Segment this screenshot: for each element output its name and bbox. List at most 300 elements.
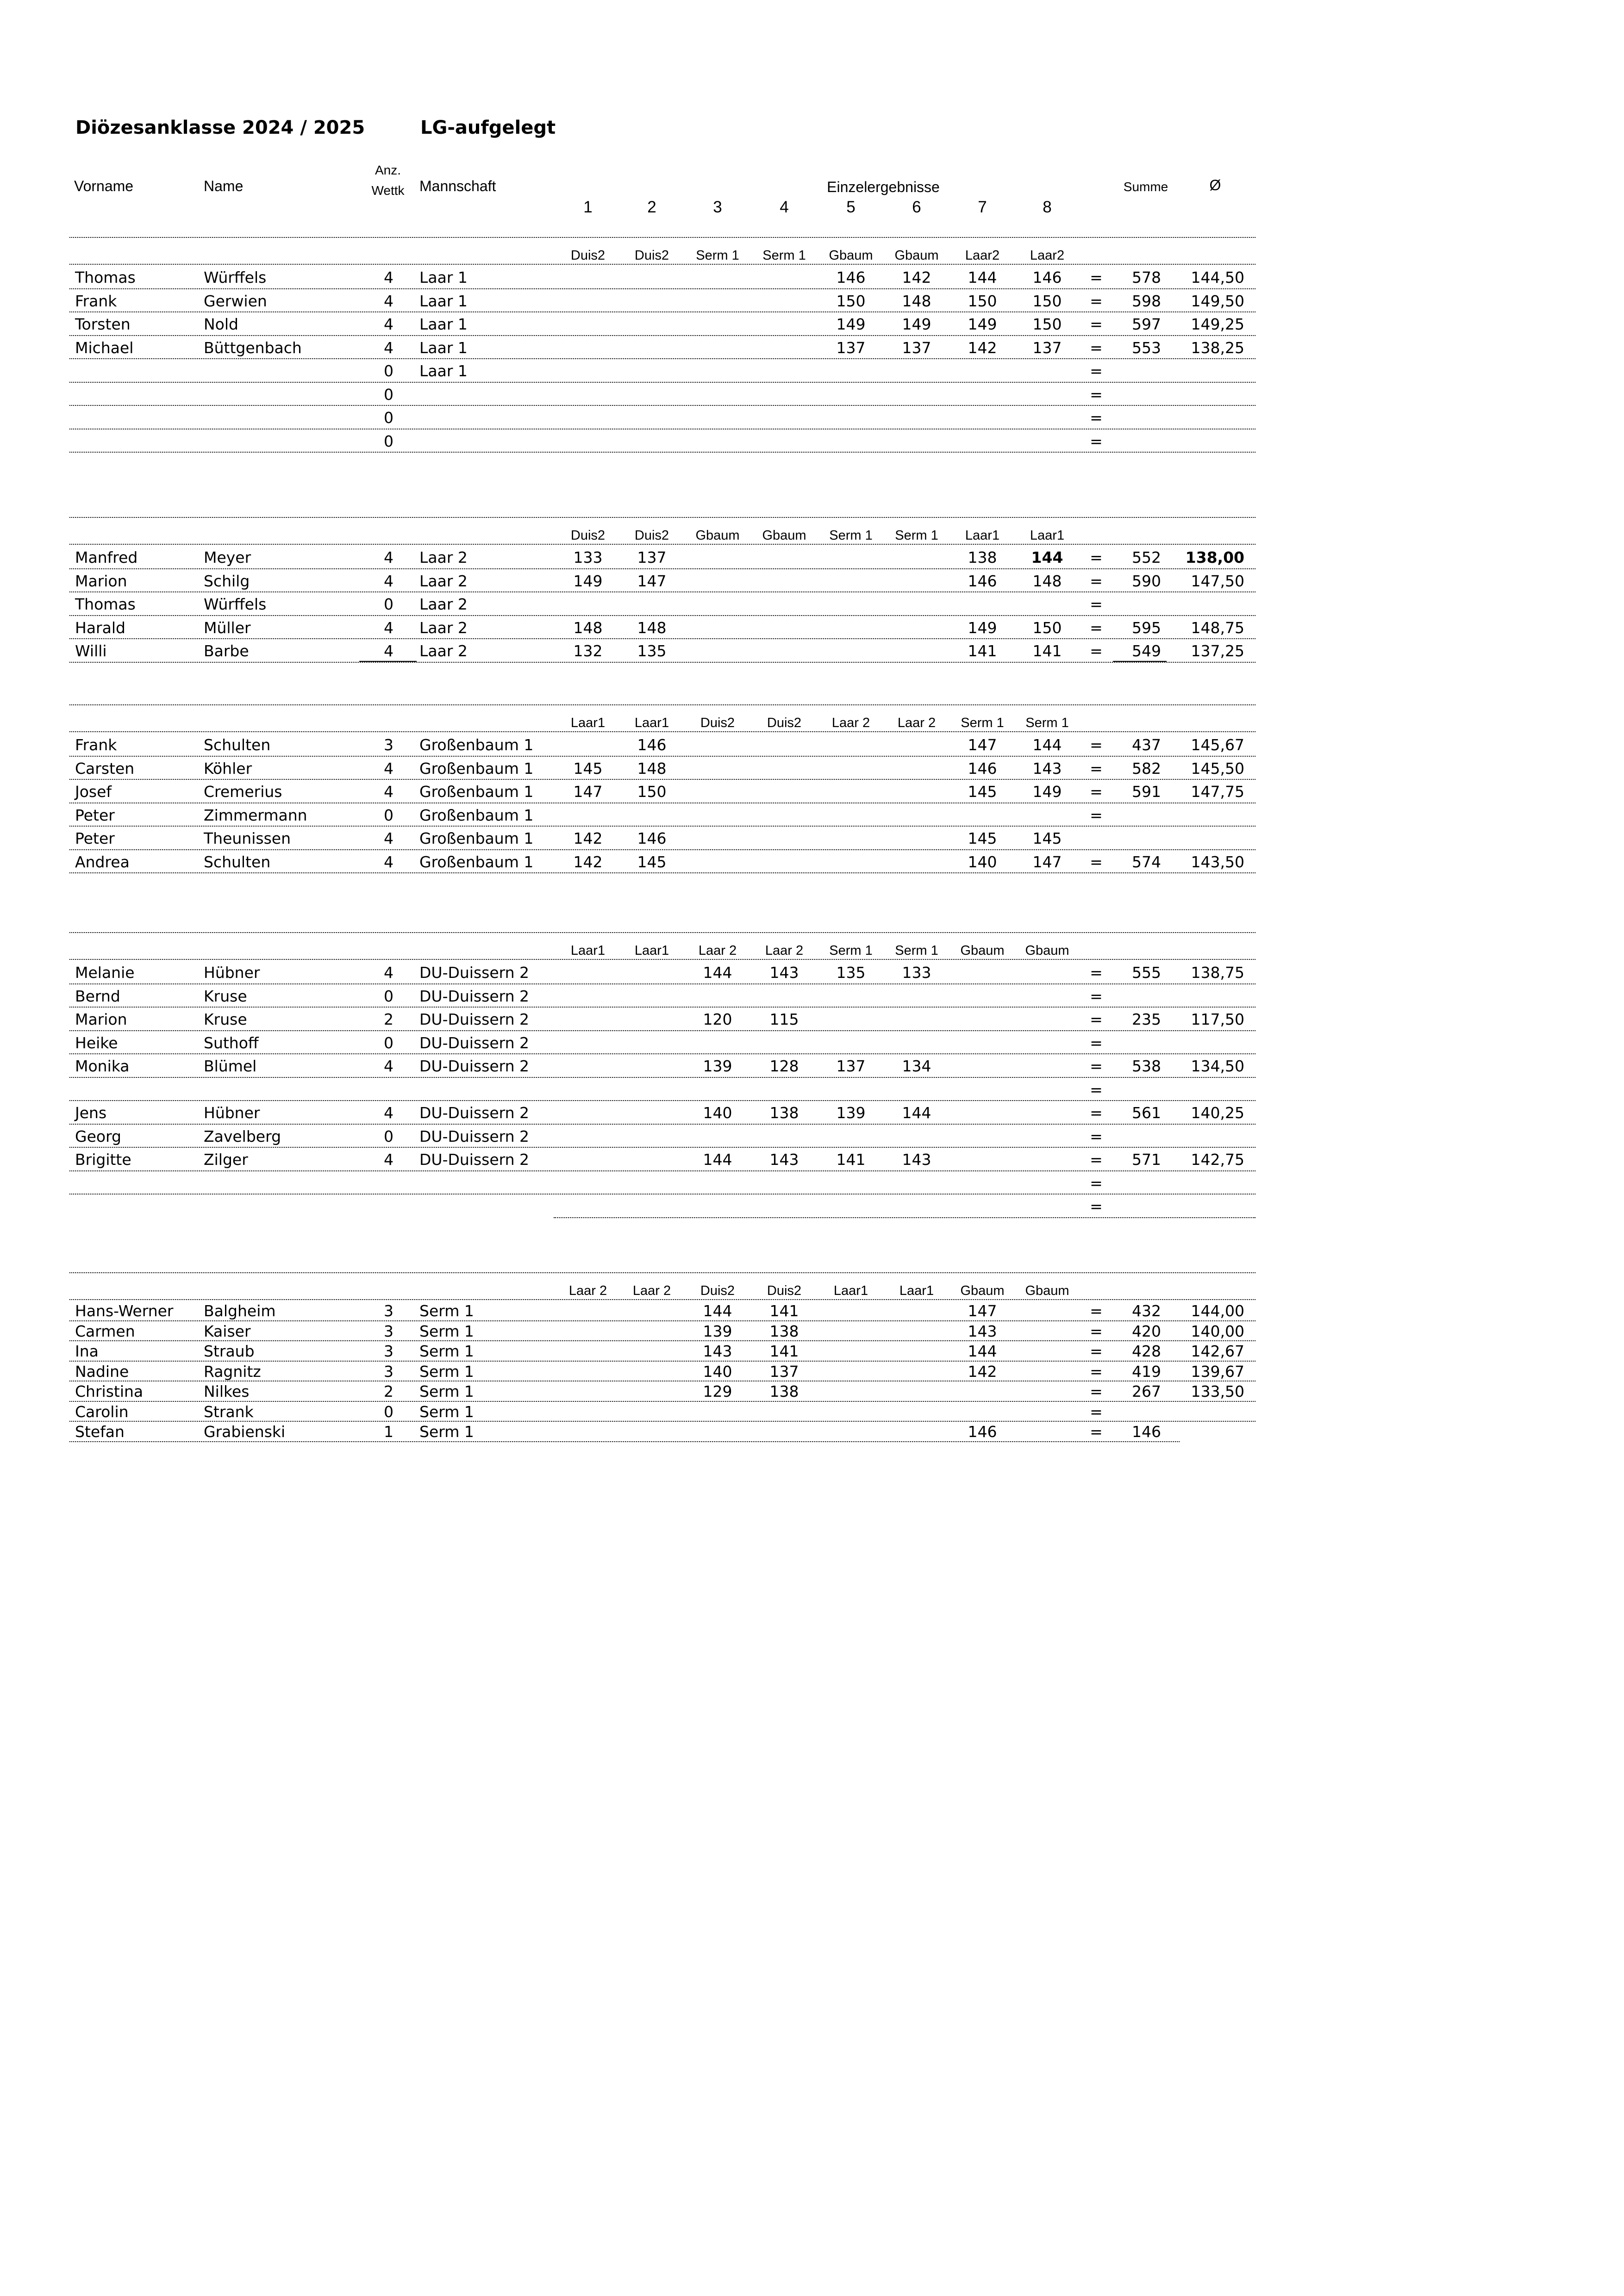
range-label: Serm 1 xyxy=(895,943,938,958)
row-sum: 419 xyxy=(1132,1362,1161,1381)
row-team: Laar 1 xyxy=(419,315,468,333)
row-score: 147 xyxy=(968,736,997,754)
row-score: 149 xyxy=(968,618,997,637)
row-score: 133 xyxy=(902,964,931,982)
range-label: Laar1 xyxy=(570,943,606,958)
row-sum: 574 xyxy=(1132,852,1161,871)
row-score: 143 xyxy=(769,964,799,982)
row-score: 149 xyxy=(1032,783,1062,801)
row-line xyxy=(69,826,1255,827)
row-line xyxy=(69,1441,1180,1442)
row-score: 140 xyxy=(968,852,997,871)
range-label: Duis2 xyxy=(570,248,606,263)
row-name: Suthoff xyxy=(204,1033,259,1052)
row-score: 133 xyxy=(573,548,603,566)
row-vorname: Josef xyxy=(75,783,112,801)
row-score: 148 xyxy=(637,759,667,778)
row-average: 142,75 xyxy=(1191,1151,1244,1169)
row-score: 143 xyxy=(902,1151,931,1169)
row-line xyxy=(69,1194,1255,1195)
row-score: 141 xyxy=(968,642,997,660)
range-label: Laar1 xyxy=(634,716,669,730)
row-score: 146 xyxy=(836,268,866,286)
row-equals: = xyxy=(1090,432,1103,450)
row-vorname: Thomas xyxy=(75,595,136,613)
col-number: 6 xyxy=(912,198,921,216)
row-vorname: Frank xyxy=(75,736,117,754)
row-team: Laar 2 xyxy=(419,548,468,566)
row-name: Grabienski xyxy=(204,1423,286,1441)
row-line xyxy=(69,779,1255,780)
row-score: 148 xyxy=(1032,572,1062,590)
row-score: 141 xyxy=(836,1151,866,1169)
row-anz: 4 xyxy=(384,548,394,566)
row-equals: = xyxy=(1090,548,1103,566)
row-anz: 0 xyxy=(384,432,394,450)
row-sum: 598 xyxy=(1132,292,1161,310)
row-anz: 4 xyxy=(384,964,394,982)
label-line xyxy=(69,264,1255,265)
row-team: Großenbaum 1 xyxy=(419,783,534,801)
row-vorname: Stefan xyxy=(75,1423,125,1441)
row-sum: 561 xyxy=(1132,1104,1161,1122)
row-sum: 591 xyxy=(1132,783,1161,801)
row-score: 149 xyxy=(968,315,997,333)
row-vorname: Georg xyxy=(75,1127,121,1145)
row-score: 137 xyxy=(1032,338,1062,357)
header-separator xyxy=(69,237,1255,238)
row-name: Meyer xyxy=(204,548,251,566)
row-name: Kaiser xyxy=(204,1322,251,1340)
row-sum: 420 xyxy=(1132,1322,1161,1340)
row-line xyxy=(69,405,1255,406)
row-score: 115 xyxy=(769,1010,799,1028)
row-score: 143 xyxy=(703,1342,732,1360)
row-team: Laar 1 xyxy=(419,268,468,286)
row-anz: 3 xyxy=(384,1302,394,1320)
row-score: 135 xyxy=(836,964,866,982)
row-equals: = xyxy=(1090,852,1103,871)
row-sum: 552 xyxy=(1132,548,1161,566)
row-anz: 0 xyxy=(384,595,394,613)
row-line xyxy=(69,591,1255,592)
row-score: 142 xyxy=(968,1362,997,1381)
row-name: Nold xyxy=(204,315,238,333)
row-anz: 4 xyxy=(384,1151,394,1169)
col-header-mannschaft: Mannschaft xyxy=(419,178,496,194)
row-score: 149 xyxy=(836,315,866,333)
sum-underline xyxy=(1113,661,1167,662)
row-anz: 4 xyxy=(384,338,394,357)
row-score: 145 xyxy=(573,759,603,778)
row-score: 138 xyxy=(769,1322,799,1340)
row-name: Zimmermann xyxy=(204,806,307,824)
row-score: 142 xyxy=(573,829,603,847)
row-equals: = xyxy=(1090,268,1103,286)
row-line xyxy=(69,568,1255,569)
row-score: 144 xyxy=(1032,736,1062,754)
range-label: Serm 1 xyxy=(829,943,873,958)
row-name: Würffels xyxy=(204,595,267,613)
row-vorname: Nadine xyxy=(75,1362,129,1381)
row-score: 134 xyxy=(902,1057,931,1075)
row-score: 145 xyxy=(637,852,667,871)
range-label: Duis2 xyxy=(700,1283,735,1298)
row-line xyxy=(69,849,1255,850)
row-score: 150 xyxy=(836,292,866,310)
row-score: 144 xyxy=(703,1302,732,1320)
row-equals: = xyxy=(1090,1197,1103,1215)
col-number: 5 xyxy=(846,198,856,216)
row-score: 146 xyxy=(637,736,667,754)
row-average: 140,00 xyxy=(1191,1322,1244,1340)
row-score: 144 xyxy=(703,964,732,982)
row-equals: = xyxy=(1090,292,1103,310)
row-vorname: Monika xyxy=(75,1057,130,1075)
row-equals: = xyxy=(1090,1033,1103,1052)
row-score: 149 xyxy=(902,315,931,333)
range-label: Serm 1 xyxy=(895,528,938,543)
row-line xyxy=(69,1401,1255,1402)
row-vorname: Peter xyxy=(75,806,115,824)
row-score: 150 xyxy=(1032,292,1062,310)
row-anz: 3 xyxy=(384,736,394,754)
range-label: Laar2 xyxy=(1030,248,1065,263)
row-score: 139 xyxy=(703,1057,732,1075)
row-vorname: Andrea xyxy=(75,852,130,871)
row-team: Serm 1 xyxy=(419,1322,474,1340)
row-score: 144 xyxy=(902,1104,931,1122)
row-score: 143 xyxy=(1032,759,1062,778)
row-anz: 0 xyxy=(384,409,394,427)
row-line xyxy=(69,615,1255,616)
row-line xyxy=(69,382,1255,383)
row-name: Ragnitz xyxy=(204,1362,261,1381)
row-score: 139 xyxy=(836,1104,866,1122)
row-line xyxy=(69,452,1255,453)
row-equals: = xyxy=(1090,1174,1103,1192)
row-score: 147 xyxy=(573,783,603,801)
row-average: 149,25 xyxy=(1191,315,1244,333)
row-anz: 0 xyxy=(384,1127,394,1145)
col-header-anz-1: Anz. xyxy=(375,163,401,177)
row-name: Blümel xyxy=(204,1057,257,1075)
range-label: Duis2 xyxy=(767,716,802,730)
row-team: Großenbaum 1 xyxy=(419,806,534,824)
row-score: 147 xyxy=(1032,852,1062,871)
range-label: Gbaum xyxy=(960,943,1005,958)
row-team: Serm 1 xyxy=(419,1402,474,1421)
row-anz: 4 xyxy=(384,292,394,310)
row-anz: 0 xyxy=(384,987,394,1005)
range-label: Gbaum xyxy=(695,528,740,543)
row-sum: 146 xyxy=(1132,1423,1161,1441)
row-team: Großenbaum 1 xyxy=(419,829,534,847)
row-team: Großenbaum 1 xyxy=(419,852,534,871)
row-average: 144,50 xyxy=(1191,268,1244,286)
row-score: 148 xyxy=(902,292,931,310)
row-average: 134,50 xyxy=(1191,1057,1244,1075)
row-score: 147 xyxy=(637,572,667,590)
col-header-average: Ø xyxy=(1209,177,1221,193)
row-team: Serm 1 xyxy=(419,1362,474,1381)
row-equals: = xyxy=(1090,1322,1103,1340)
row-score: 141 xyxy=(769,1342,799,1360)
row-score: 148 xyxy=(637,618,667,637)
range-label: Duis2 xyxy=(634,248,669,263)
row-score: 137 xyxy=(836,1057,866,1075)
range-label: Gbaum xyxy=(1025,943,1069,958)
row-score: 150 xyxy=(1032,315,1062,333)
row-name: Schilg xyxy=(204,572,250,590)
row-vorname: Bernd xyxy=(75,987,120,1005)
row-average: 147,75 xyxy=(1191,783,1244,801)
row-anz: 3 xyxy=(384,1342,394,1360)
row-equals: = xyxy=(1090,1402,1103,1421)
row-average: 133,50 xyxy=(1191,1382,1244,1400)
row-vorname: Jens xyxy=(75,1104,107,1122)
row-line xyxy=(69,1170,1255,1171)
range-label: Gbaum xyxy=(1025,1283,1069,1298)
row-line xyxy=(69,1421,1255,1422)
row-average: 140,25 xyxy=(1191,1104,1244,1122)
range-label: Laar 2 xyxy=(568,1283,607,1298)
row-sum: 235 xyxy=(1132,1010,1161,1028)
row-equals: = xyxy=(1090,736,1103,754)
row-anz: 4 xyxy=(384,783,394,801)
row-anz: 0 xyxy=(384,1402,394,1421)
row-anz: 2 xyxy=(384,1382,394,1400)
row-score: 138 xyxy=(968,548,997,566)
row-team: Laar 2 xyxy=(419,595,468,613)
row-equals: = xyxy=(1090,1302,1103,1320)
block-top-line xyxy=(69,932,1255,933)
range-label: Serm 1 xyxy=(1025,716,1069,730)
row-vorname: Carolin xyxy=(75,1402,129,1421)
row-line xyxy=(69,1030,1255,1031)
row-score: 137 xyxy=(836,338,866,357)
row-average: 145,67 xyxy=(1191,736,1244,754)
col-number: 2 xyxy=(647,198,656,216)
row-average: 148,75 xyxy=(1191,618,1244,637)
row-name: Schulten xyxy=(204,736,271,754)
range-label: Duis2 xyxy=(634,528,669,543)
row-name: Theunissen xyxy=(204,829,291,847)
range-label: Duis2 xyxy=(570,528,606,543)
row-name: Hübner xyxy=(204,964,260,982)
row-team: Serm 1 xyxy=(419,1302,474,1320)
row-name: Strank xyxy=(204,1402,254,1421)
row-score: 120 xyxy=(703,1010,732,1028)
row-equals: = xyxy=(1090,1362,1103,1381)
row-average: 145,50 xyxy=(1191,759,1244,778)
row-name: Gerwien xyxy=(204,292,267,310)
row-equals: = xyxy=(1090,1423,1103,1441)
row-anz: 0 xyxy=(384,806,394,824)
range-label: Laar1 xyxy=(833,1283,868,1298)
row-equals: = xyxy=(1090,806,1103,824)
range-label: Laar1 xyxy=(1030,528,1065,543)
row-score: 129 xyxy=(703,1382,732,1400)
col-header-anz-2: Wettk xyxy=(371,183,405,198)
row-equals: = xyxy=(1090,338,1103,357)
row-line xyxy=(69,1077,1255,1078)
row-equals: = xyxy=(1090,642,1103,660)
col-number: 4 xyxy=(780,198,789,216)
row-score: 128 xyxy=(769,1057,799,1075)
row-average: 147,50 xyxy=(1191,572,1244,590)
range-label: Serm 1 xyxy=(762,248,806,263)
row-equals: = xyxy=(1090,1342,1103,1360)
row-vorname: Hans-Werner xyxy=(75,1302,174,1320)
label-line xyxy=(69,959,1255,960)
row-equals: = xyxy=(1090,572,1103,590)
row-name: Kruse xyxy=(204,1010,247,1028)
row-sum: 437 xyxy=(1132,736,1161,754)
row-line xyxy=(69,1147,1255,1148)
row-score: 132 xyxy=(573,642,603,660)
row-vorname: Marion xyxy=(75,572,127,590)
row-anz: 4 xyxy=(384,268,394,286)
row-anz: 4 xyxy=(384,852,394,871)
row-vorname: Carsten xyxy=(75,759,135,778)
row-score: 148 xyxy=(573,618,603,637)
row-equals: = xyxy=(1090,1080,1103,1099)
row-line xyxy=(69,358,1255,359)
block-top-line xyxy=(69,1272,1255,1273)
range-label: Gbaum xyxy=(894,248,939,263)
row-vorname: Willi xyxy=(75,642,107,660)
row-team: Serm 1 xyxy=(419,1382,474,1400)
range-label: Laar1 xyxy=(965,528,1000,543)
row-score: 146 xyxy=(968,572,997,590)
row-line xyxy=(69,311,1255,312)
row-equals: = xyxy=(1090,1010,1103,1028)
row-score: 142 xyxy=(902,268,931,286)
range-label: Gbaum xyxy=(829,248,873,263)
row-average: 139,67 xyxy=(1191,1362,1244,1381)
row-average: 138,25 xyxy=(1191,338,1244,357)
row-team: Laar 1 xyxy=(419,338,468,357)
row-equals: = xyxy=(1090,964,1103,982)
row-vorname: Marion xyxy=(75,1010,127,1028)
row-team: Serm 1 xyxy=(419,1423,474,1441)
row-team: Großenbaum 1 xyxy=(419,736,534,754)
range-label: Duis2 xyxy=(700,716,735,730)
range-label: Gbaum xyxy=(960,1283,1005,1298)
range-label: Laar1 xyxy=(570,716,606,730)
range-label: Laar1 xyxy=(899,1283,934,1298)
row-score: 137 xyxy=(637,548,667,566)
row-average: 137,25 xyxy=(1191,642,1244,660)
row-name: Nilkes xyxy=(204,1382,250,1400)
row-name: Kruse xyxy=(204,987,247,1005)
row-sum: 432 xyxy=(1132,1302,1161,1320)
row-score: 150 xyxy=(637,783,667,801)
row-sum: 553 xyxy=(1132,338,1161,357)
row-vorname: Peter xyxy=(75,829,115,847)
row-equals: = xyxy=(1090,783,1103,801)
row-sum: 549 xyxy=(1132,642,1161,660)
row-line xyxy=(69,662,1255,663)
row-equals: = xyxy=(1090,385,1103,404)
row-vorname: Torsten xyxy=(75,315,131,333)
row-anz: 4 xyxy=(384,315,394,333)
row-vorname: Heike xyxy=(75,1033,118,1052)
row-equals: = xyxy=(1090,987,1103,1005)
range-label: Gbaum xyxy=(762,528,806,543)
row-equals: = xyxy=(1090,362,1103,380)
row-score: 145 xyxy=(1032,829,1062,847)
row-score: 146 xyxy=(1032,268,1062,286)
col-number: 1 xyxy=(583,198,593,216)
row-line xyxy=(69,1340,1255,1341)
row-team: DU-Duissern 2 xyxy=(419,1033,530,1052)
row-average: 143,50 xyxy=(1191,852,1244,871)
row-team: DU-Duissern 2 xyxy=(419,1127,530,1145)
range-label: Serm 1 xyxy=(696,248,739,263)
row-line xyxy=(69,1100,1255,1101)
col-header-einzelergebnisse: Einzelergebnisse xyxy=(827,179,940,195)
row-score: 150 xyxy=(1032,618,1062,637)
range-label: Laar 2 xyxy=(765,943,804,958)
row-anz: 4 xyxy=(384,642,394,660)
col-header-summe: Summe xyxy=(1123,180,1168,194)
row-score: 147 xyxy=(968,1302,997,1320)
row-score: 138 xyxy=(769,1382,799,1400)
row-anz: 4 xyxy=(384,759,394,778)
row-line xyxy=(69,872,1255,873)
row-vorname: Christina xyxy=(75,1382,144,1400)
row-equals: = xyxy=(1090,1151,1103,1169)
row-score: 138 xyxy=(769,1104,799,1122)
row-sum: 597 xyxy=(1132,315,1161,333)
row-score: 143 xyxy=(968,1322,997,1340)
row-anz: 2 xyxy=(384,1010,394,1028)
row-score: 143 xyxy=(769,1151,799,1169)
row-average: 144,00 xyxy=(1191,1302,1244,1320)
row-score: 144 xyxy=(968,268,997,286)
anz-underline xyxy=(359,661,417,662)
row-team: DU-Duissern 2 xyxy=(419,1010,530,1028)
row-score: 144 xyxy=(703,1151,732,1169)
row-anz: 0 xyxy=(384,1033,394,1052)
row-score: 142 xyxy=(968,338,997,357)
range-label: Laar 2 xyxy=(897,716,936,730)
row-equals: = xyxy=(1090,759,1103,778)
col-number: 8 xyxy=(1043,198,1052,216)
row-vorname: Manfred xyxy=(75,548,138,566)
row-line xyxy=(69,756,1255,757)
range-label: Duis2 xyxy=(767,1283,802,1298)
row-anz: 0 xyxy=(384,385,394,404)
block-top-line xyxy=(69,517,1255,518)
row-team: DU-Duissern 2 xyxy=(419,1057,530,1075)
row-vorname: Frank xyxy=(75,292,117,310)
row-equals: = xyxy=(1090,409,1103,427)
row-name: Müller xyxy=(204,618,251,637)
row-equals: = xyxy=(1090,1127,1103,1145)
range-label: Laar 2 xyxy=(698,943,737,958)
row-score: 141 xyxy=(769,1302,799,1320)
row-average: 117,50 xyxy=(1191,1010,1244,1028)
row-anz: 4 xyxy=(384,618,394,637)
row-anz: 4 xyxy=(384,1057,394,1075)
row-name: Köhler xyxy=(204,759,252,778)
row-score: 150 xyxy=(968,292,997,310)
row-score: 140 xyxy=(703,1104,732,1122)
col-number: 7 xyxy=(978,198,987,216)
